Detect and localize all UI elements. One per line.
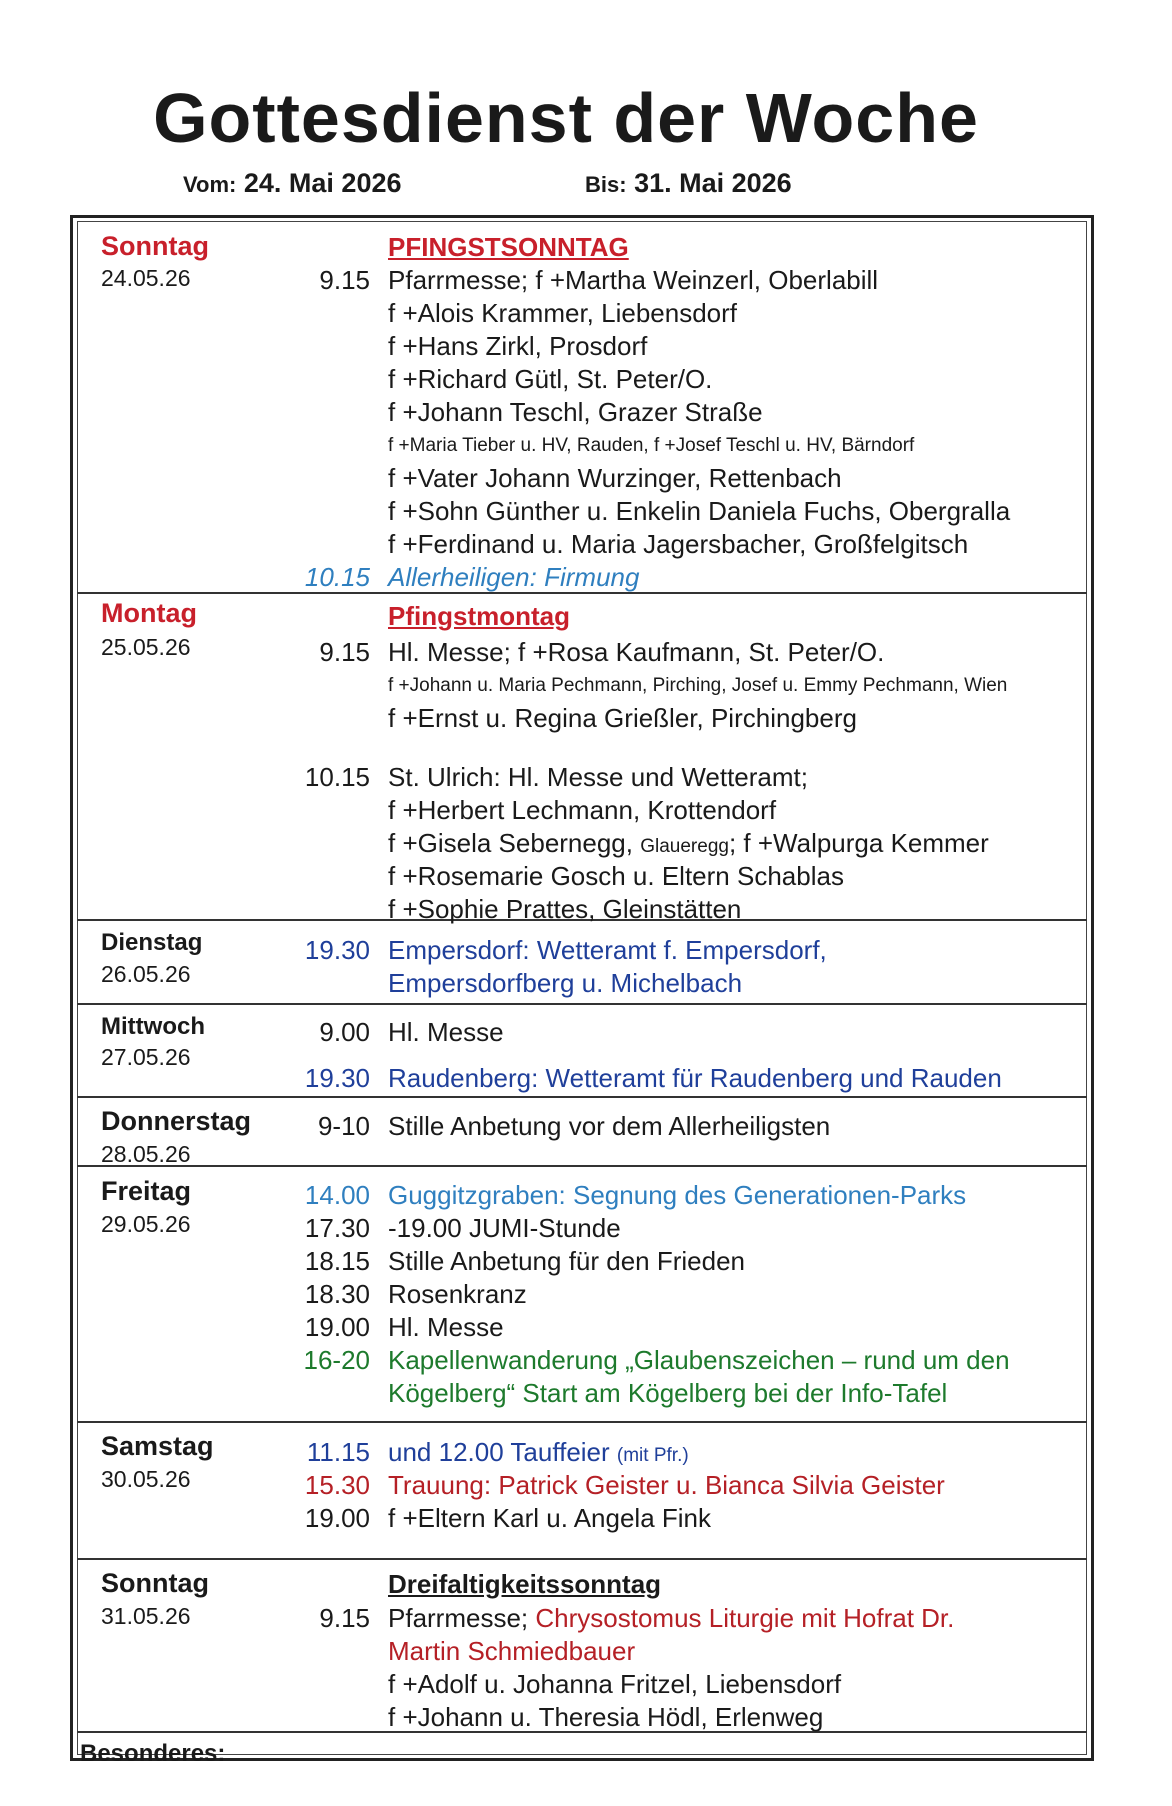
day-date: 25.05.26 — [101, 634, 191, 660]
entry-text: f +Adolf u. Johanna Fritzel, Liebensdorf — [388, 1669, 842, 1699]
entry-time: 18.15 — [304, 1246, 370, 1276]
entry-text: f +Gisela Sebernegg, Glaueregg; f +Walpurga Kemmer — [388, 828, 989, 858]
entry-text: und 12.00 Tauffeier (mit Pfr.) — [388, 1437, 689, 1467]
entry-time: 10.15 — [304, 762, 370, 792]
entry-time: 19.00 — [304, 1503, 370, 1533]
entry-time: 11.15 — [306, 1437, 370, 1467]
day-name: Samstag — [101, 1431, 214, 1461]
day-date: 26.05.26 — [101, 961, 191, 987]
entry-text: -19.00 JUMI-Stunde — [388, 1213, 621, 1243]
entry-text: Trauung: Patrick Geister u. Bianca Silvia Geister — [388, 1470, 945, 1500]
entry-time: 15.30 — [304, 1470, 370, 1500]
entry-text: Hl. Messe — [388, 1312, 504, 1342]
entry-time: 10.15 — [304, 562, 370, 592]
entry-text: Empersdorf: Wetteramt f. Empersdorf, — [388, 935, 827, 965]
entry-time: 14.00 — [304, 1180, 370, 1210]
day-heading: PFINGSTSONNTAG — [388, 232, 629, 262]
day-name: Dienstag — [101, 929, 203, 956]
day-date: 31.05.26 — [101, 1603, 191, 1629]
besonderes-label: Besonderes: — [80, 1740, 226, 1767]
day-heading: Pfingstmontag — [388, 601, 570, 631]
entry-text: f +Johann Teschl, Grazer Straße — [388, 397, 763, 427]
entry-time: 19.00 — [304, 1312, 370, 1342]
entry-text: f +Ernst u. Regina Grießler, Pirchingberg — [388, 703, 857, 733]
entry-text: Hl. Messe — [388, 1017, 504, 1047]
day-date: 28.05.26 — [101, 1141, 191, 1167]
entry-time: 9.15 — [319, 637, 370, 667]
entry-text: f +Hans Zirkl, Prosdorf — [388, 331, 648, 361]
entry-text: f +Sophie Prattes, Gleinstätten — [388, 894, 742, 924]
day-name: Sonntag — [101, 1568, 209, 1598]
entry-text: f +Ferdinand u. Maria Jagersbacher, Großfelgitsch — [388, 529, 969, 559]
date-from: Vom: 24. Mai 2026 — [183, 168, 402, 198]
entry-text: Kapellenwanderung „Glaubenszeichen – rund um den — [388, 1345, 1010, 1375]
entry-text: Pfarrmesse; f +Martha Weinzerl, Oberlabill — [388, 265, 879, 295]
day-name: Mittwoch — [101, 1013, 205, 1040]
entry-time: 16-20 — [303, 1345, 370, 1375]
entry-text: f +Herbert Lechmann, Krottendorf — [388, 795, 777, 825]
entry-time: 18.30 — [304, 1279, 370, 1309]
day-name: Montag — [101, 598, 197, 628]
entry-time: 9.15 — [319, 1603, 370, 1633]
day-date: 30.05.26 — [101, 1466, 191, 1492]
day-heading: Dreifaltigkeitssonntag — [388, 1569, 662, 1599]
page-title: Gottesdienst der Woche — [153, 79, 979, 157]
entry-text: f +Vater Johann Wurzinger, Rettenbach — [388, 463, 842, 493]
entry-time: 19.30 — [304, 935, 370, 965]
separator — [77, 1165, 1087, 1167]
entry-text: Empersdorfberg u. Michelbach — [388, 968, 743, 998]
entry-time: 19.30 — [304, 1063, 370, 1093]
entry-text: Allerheiligen: Firmung — [388, 562, 640, 592]
date-to: Bis: 31. Mai 2026 — [585, 168, 792, 198]
separator — [77, 1558, 1087, 1560]
day-date: 29.05.26 — [101, 1211, 191, 1237]
entry-text: Guggitzgraben: Segnung des Generationen-Parks — [388, 1180, 967, 1210]
separator — [77, 1096, 1087, 1098]
day-name: Donnerstag — [101, 1106, 252, 1136]
entry-text: f +Richard Gütl, St. Peter/O. — [388, 364, 713, 394]
entry-text: f +Rosemarie Gosch u. Eltern Schablas — [388, 861, 844, 891]
entry-text: Pfarrmesse; Chrysostomus Liturgie mit Hofrat Dr. — [388, 1603, 955, 1633]
entry-text: Rosenkranz — [388, 1279, 527, 1309]
entry-text: Raudenberg: Wetteramt für Raudenberg und Rauden — [388, 1063, 1002, 1093]
entry-text: Stille Anbetung vor dem Allerheiligsten — [388, 1111, 831, 1141]
separator — [77, 1421, 1087, 1423]
day-date: 27.05.26 — [101, 1044, 191, 1070]
entry-text: f +Sohn Günther u. Enkelin Daniela Fuchs, Obergralla — [388, 496, 1011, 526]
entry-time: 9.15 — [319, 265, 370, 295]
entry-text: Martin Schmiedbauer — [388, 1636, 636, 1666]
entry-text: St. Ulrich: Hl. Messe und Wetteramt; — [388, 762, 808, 792]
entry-time: 17.30 — [304, 1213, 370, 1243]
entry-text: f +Johann u. Theresia Hödl, Erlenweg — [388, 1702, 824, 1732]
entry-text: f +Johann u. Maria Pechmann, Pirching, Josef u. Emmy Pechmann, Wien — [388, 675, 1008, 696]
entry-text: Hl. Messe; f +Rosa Kaufmann, St. Peter/O. — [388, 637, 885, 667]
separator — [77, 1003, 1087, 1005]
day-name: Sonntag — [101, 231, 209, 261]
entry-text: Kögelberg“ Start am Kögelberg bei der Info-Tafel — [388, 1378, 948, 1408]
day-date: 24.05.26 — [101, 265, 191, 291]
entry-text: f +Alois Krammer, Liebensdorf — [388, 298, 737, 328]
entry-text: f +Maria Tieber u. HV, Rauden, f +Josef Teschl u. HV, Bärndorf — [388, 435, 915, 456]
entry-text: Stille Anbetung für den Frieden — [388, 1246, 746, 1276]
entry-time: 9-10 — [317, 1111, 370, 1141]
entry-text: f +Eltern Karl u. Angela Fink — [388, 1503, 712, 1533]
day-name: Freitag — [101, 1176, 192, 1206]
entry-time: 9.00 — [319, 1017, 370, 1047]
